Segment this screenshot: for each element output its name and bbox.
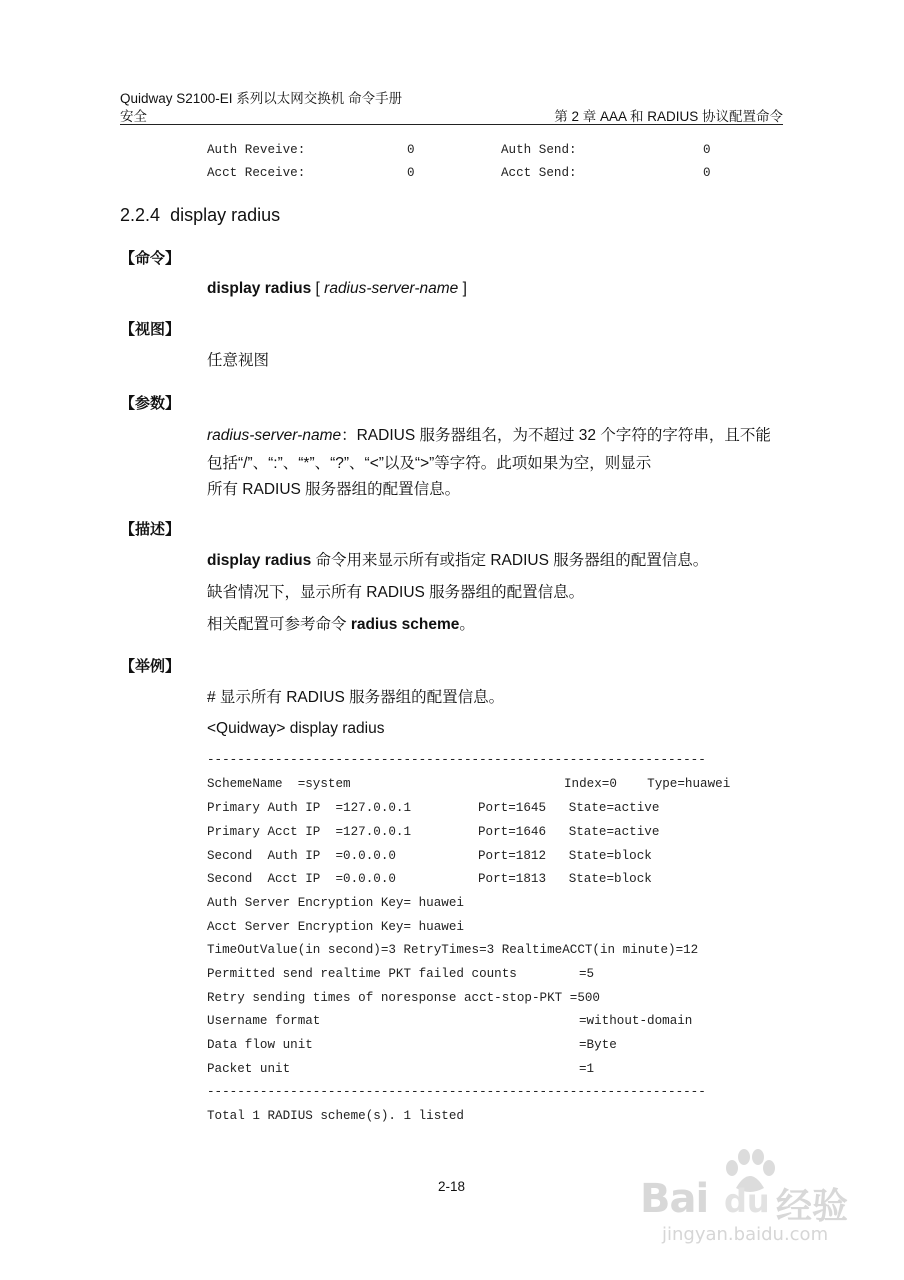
section-number: 2.2.4 (120, 205, 161, 225)
code-line: SchemeName =system (207, 777, 351, 791)
stat-label: Auth Send: (501, 143, 577, 157)
description-line-2: 缺省情况下，显示所有 RADIUS 服务器组的配置信息。 (207, 584, 585, 601)
label-description: 【描述】 (120, 521, 181, 538)
code-line: Data flow unit (207, 1038, 313, 1052)
code-line: Primary Auth IP =127.0.0.1 (207, 801, 412, 815)
stat-value: 0 (407, 143, 415, 157)
watermark-du: du (724, 1182, 770, 1220)
section-title: display radius (170, 205, 281, 225)
section-heading (120, 205, 280, 226)
header-rule (120, 124, 783, 125)
description-ref-end: 。 (459, 616, 475, 633)
code-line: Permitted send realtime PKT failed counts (207, 967, 517, 981)
description-line-3 (207, 610, 475, 640)
command-bracket-open: [ (311, 280, 325, 297)
watermark (640, 1148, 870, 1248)
header-chapter-title: 第 2 章 AAA 和 RADIUS 协议配置命令 (554, 109, 783, 124)
example-prompt: <Quidway> display radius (207, 720, 385, 737)
label-command: 【命令】 (120, 250, 181, 267)
stat-label: Auth Reveive: (207, 143, 306, 157)
param-desc: ：RADIUS 服务器组名，为不超过 32 个字符的字符串，且不能 (341, 427, 771, 444)
watermark-url: jingyan.baidu.com (662, 1224, 829, 1245)
code-line: Second Acct IP =0.0.0.0 (207, 872, 396, 886)
command-syntax (207, 274, 467, 304)
view-text: 任意视图 (207, 352, 270, 369)
command-bracket-close: ] (458, 280, 467, 297)
params-line-3: 所有 RADIUS 服务器组的配置信息。 (207, 481, 461, 498)
label-params: 【参数】 (120, 395, 181, 412)
watermark-cn: 经验 (776, 1186, 849, 1227)
header-section-name: 安全 (120, 109, 147, 124)
code-line-value: Index=0 Type=huawei (564, 777, 731, 791)
code-line: Retry sending times of noresponse acct-stop-PKT =500 (207, 991, 600, 1005)
description-ref-command: radius scheme (350, 616, 460, 633)
code-line-value: Port=1646 State=active (478, 825, 660, 839)
stat-value: 0 (407, 166, 415, 180)
description-ref-text: 相关配置可参考命令 (207, 616, 351, 633)
code-line: Auth Server Encryption Key= huawei (207, 896, 464, 910)
params-line-2: 包括“/”、“:”、“*”、“?”、“<”以及“>”等字符。此项如果为空，则显示 (207, 455, 652, 472)
code-line: Packet unit (207, 1062, 291, 1076)
label-view: 【视图】 (120, 321, 181, 338)
params-line-1 (207, 421, 771, 451)
stat-label: Acct Send: (501, 166, 577, 180)
code-total: Total 1 RADIUS scheme(s). 1 listed (207, 1109, 464, 1123)
code-line: Second Auth IP =0.0.0.0 (207, 849, 396, 863)
command-name: display radius (207, 280, 312, 297)
code-line-value: Port=1812 State=block (478, 849, 652, 863)
watermark-brand: Bai (640, 1176, 709, 1222)
code-line-value: =5 (579, 967, 595, 981)
code-separator: ------------------------------------------------------------------ (207, 753, 706, 767)
code-line: TimeOutValue(in second)=3 RetryTimes=3 RealtimeACCT(in minute)=12 (207, 943, 699, 957)
header-manual-title: Quidway S2100-EI 系列以太网交换机 命令手册 (120, 91, 403, 106)
code-line-value: =1 (579, 1062, 595, 1076)
code-line-value: =without-domain (579, 1014, 693, 1028)
code-line: Acct Server Encryption Key= huawei (207, 920, 464, 934)
code-separator: ------------------------------------------------------------------ (207, 1085, 706, 1099)
stat-value: 0 (703, 166, 711, 180)
command-param: radius-server-name (324, 280, 459, 297)
code-line-value: Port=1813 State=block (478, 872, 652, 886)
code-line-value: =Byte (579, 1038, 617, 1052)
code-line: Username format (207, 1014, 321, 1028)
stat-value: 0 (703, 143, 711, 157)
code-line: Primary Acct IP =127.0.0.1 (207, 825, 412, 839)
page-number: 2-18 (438, 1179, 466, 1194)
label-example: 【举例】 (120, 658, 181, 675)
code-line-value: Port=1645 State=active (478, 801, 660, 815)
description-command: display radius (207, 552, 312, 569)
param-name: radius-server-name (207, 427, 342, 444)
description-text: 命令用来显示所有或指定 RADIUS 服务器组的配置信息。 (311, 552, 709, 569)
stat-label: Acct Receive: (207, 166, 306, 180)
example-comment: # 显示所有 RADIUS 服务器组的配置信息。 (207, 689, 505, 706)
description-line-1 (207, 546, 708, 576)
